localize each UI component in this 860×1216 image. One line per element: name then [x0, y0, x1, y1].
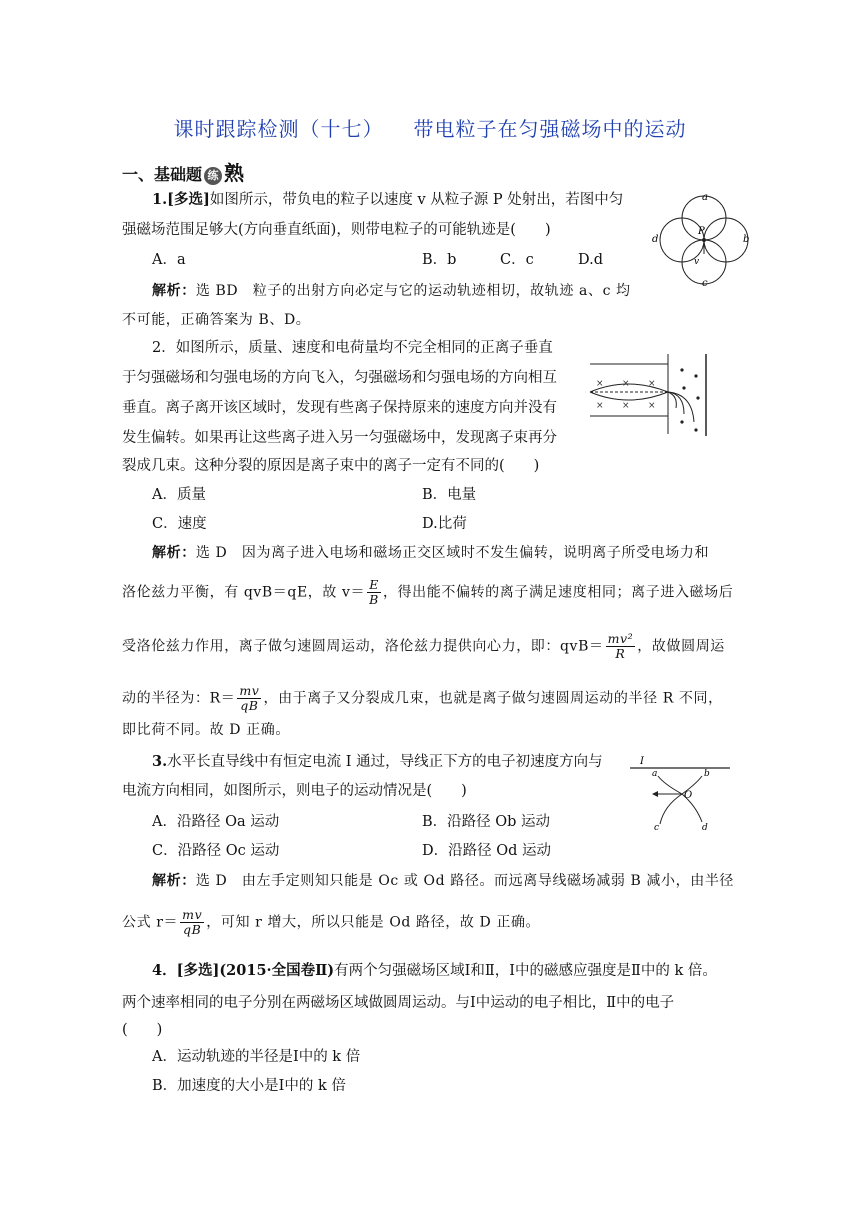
q2-line2: 于匀强磁场和匀强电场的方向飞入，匀强磁场和匀强电场的方向相互: [122, 370, 557, 386]
q1-option-a: A．a: [152, 252, 186, 268]
svg-text:×: ×: [596, 379, 604, 389]
fig3-label-o: O: [684, 790, 693, 801]
title-part1: 课时跟踪检测（十七）: [173, 117, 384, 141]
fig1-label-d: d: [652, 234, 659, 245]
fig1-label-b: b: [743, 234, 750, 245]
svg-text:×: ×: [596, 401, 604, 411]
q3-option-c: C．沿路径 Oc 运动: [152, 843, 280, 859]
q1-analysis-line2: 不可能，正确答案为 B、D。: [122, 312, 311, 328]
q1-line2: 强磁场范围足够大(方向垂直纸面)，则带电粒子的可能轨迹是( ): [122, 222, 551, 238]
q3-option-d: D．沿路径 Od 运动: [422, 843, 552, 859]
q1-analysis-line1: 解析：选 BD 粒子的出射方向必定与它的运动轨迹相切，故轨迹 a、c 均: [152, 283, 631, 299]
svg-text:×: ×: [648, 379, 656, 389]
q4-option-a: A．运动轨迹的半径是Ⅰ中的 k 倍: [152, 1049, 361, 1065]
q1-line1: 1.[多选]如图所示，带负电的粒子以速度 v 从粒子源 P 处射出，若图中匀: [152, 191, 624, 208]
section-heading: [122, 157, 244, 186]
q2-line5: 裂成几束。这种分裂的原因是离子束中的离子一定有不同的( ): [122, 458, 540, 474]
fig3-label-i: I: [640, 756, 644, 767]
fig1-label-c: c: [702, 278, 708, 289]
q2-analysis-line4: 动的半径为：R＝ $\frac{mv}{qB}$ ，由于离子又分裂成几束，也就是离子做匀速圆周运动的半径 R 不同，: [122, 683, 723, 713]
q2-line4: 发生偏转。如果再让这些离子进入另一匀强磁场中，发现离子束再分: [122, 430, 557, 446]
svg-text:×: ×: [622, 379, 630, 389]
q2-analysis-line3: 受洛伦兹力作用，离子做匀速圆周运动，洛伦兹力提供向心力，即：qvB＝ $\frac{\text{mv²}}{R}$ ，故做圆周运: [122, 631, 725, 661]
fraction-mv-over-qb: $\frac{mv}{qB}$: [239, 683, 260, 713]
q4-line1: 4．[多选](2015·全国卷Ⅱ)有两个匀强磁场区域Ⅰ和Ⅱ，Ⅰ中的磁感应强度是Ⅱ中的 k 倍。: [152, 962, 717, 979]
title-part2: 带电粒子在匀强磁场中的运动: [413, 117, 687, 141]
q2-analysis-line2: 洛伦兹力平衡，有 qvB＝qE，故 v＝ $\frac{E}{B}$ ，得出能不偏转的离子满足速度相同；离子进入磁场后: [122, 577, 734, 607]
q2-analysis-line1: 解析：选 D 因为离子进入电场和磁场正交区域时不发生偏转，说明离子所受电场力和: [152, 545, 710, 561]
q2-option-d: D.比荷: [422, 516, 467, 532]
fig3-label-c: c: [654, 823, 660, 833]
svg-text:×: ×: [648, 401, 656, 411]
q4-line3: ( ): [122, 1022, 163, 1038]
q4-line2: 两个速率相同的电子分别在两磁场区域做圆周运动。与Ⅰ中运动的电子相比，Ⅱ中的电子: [122, 995, 675, 1011]
section-suffix: 熟: [224, 161, 245, 185]
fraction-mv2-over-r: $\frac{\text{mv²}}{R}$: [607, 631, 634, 661]
q1-number: 1.[多选]: [152, 191, 210, 208]
section-label: 一、基础题: [122, 165, 203, 184]
q2-analysis-line5: 即比荷不同。故 D 正确。: [122, 722, 290, 738]
q2-line3: 垂直。离子离开该区域时，发现有些离子保持原来的速度方向并没有: [122, 400, 557, 416]
fig1-label-a: a: [702, 192, 708, 203]
q3-line1: 3.水平长直导线中有恒定电流 I 通过，导线正下方的电子初速度方向与: [152, 753, 603, 770]
svg-text:×: ×: [622, 401, 630, 411]
fig3-label-b: b: [704, 769, 710, 779]
q2-option-b: B．电量: [422, 487, 477, 503]
q1-option-c: C．c: [500, 252, 534, 268]
q3-analysis-line1: 解析：选 D 由左手定则知只能是 Oc 或 Od 路径。而远离导线磁场减弱 B 减小，由半径: [152, 873, 735, 889]
q3-figure: [626, 754, 736, 834]
q2-figure: [588, 350, 710, 440]
q2-option-c: C．速度: [152, 516, 207, 532]
q3-analysis-line2: 公式 r＝ $\frac{mv}{qB}$ ，可知 r 增大，所以只能是 Od 路径，故 D 正确。: [122, 907, 541, 937]
q3-line2: 电流方向相同，如图所示，则电子的运动情况是( ): [122, 783, 467, 799]
q3-option-b: B．沿路径 Ob 运动: [422, 814, 551, 830]
page-title: [0, 113, 860, 142]
section-badge: 练: [204, 167, 222, 185]
fraction-mv-over-qb: $\frac{mv}{qB}$: [182, 907, 203, 937]
fraction-e-over-b: $\frac{E}{B}$: [369, 577, 379, 607]
fig1-label-p: P: [698, 226, 705, 237]
fig1-label-v: v: [694, 257, 700, 267]
fig3-label-a: a: [652, 769, 658, 779]
fig3-label-d: d: [702, 823, 708, 833]
q1-option-b: B．b: [422, 252, 457, 268]
q2-line1: 2．如图所示，质量、速度和电荷量均不完全相同的正离子垂直: [152, 340, 553, 356]
q1-figure: [648, 190, 760, 290]
q2-option-a: A．质量: [152, 487, 206, 503]
q1-option-d: D.d: [578, 252, 603, 268]
q4-option-b: B．加速度的大小是Ⅰ中的 k 倍: [152, 1078, 346, 1094]
q3-option-a: A．沿路径 Oa 运动: [152, 814, 280, 830]
